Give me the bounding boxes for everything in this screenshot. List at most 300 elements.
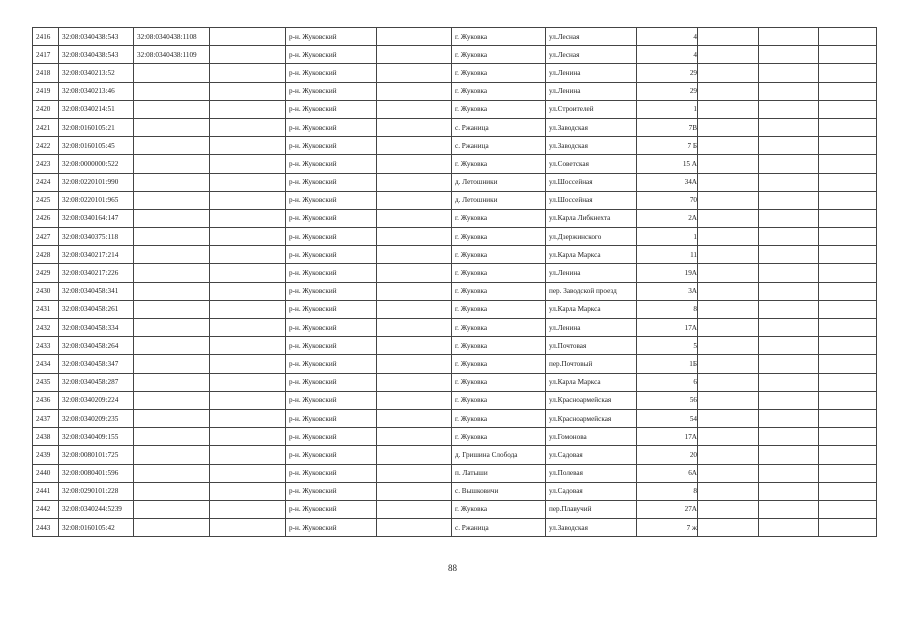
empty-cell bbox=[698, 264, 759, 282]
district-cell: р-н. Жуковский bbox=[286, 228, 377, 246]
street-cell: ул.Карла Маркса bbox=[546, 300, 637, 318]
empty-cell bbox=[759, 373, 819, 391]
settlement-cell: д. Гришина Слобода bbox=[452, 446, 546, 464]
street-cell: пер.Почтовый bbox=[546, 355, 637, 373]
empty-cell bbox=[819, 519, 877, 537]
district-cell: р-н. Жуковский bbox=[286, 246, 377, 264]
district-cell: р-н. Жуковский bbox=[286, 337, 377, 355]
cadastral-number-cell: 32:08:0340213:46 bbox=[59, 82, 134, 100]
empty-cell bbox=[759, 446, 819, 464]
empty-cell bbox=[377, 446, 452, 464]
district-cell: р-н. Жуковский bbox=[286, 464, 377, 482]
row-number-cell: 2436 bbox=[33, 391, 59, 409]
empty-cell bbox=[377, 519, 452, 537]
cadastral-number-cell: 32:08:0340209:235 bbox=[59, 409, 134, 427]
cadastral-number-secondary-cell bbox=[134, 100, 210, 118]
district-cell: р-н. Жуковский bbox=[286, 46, 377, 64]
registry-rows bbox=[33, 28, 877, 537]
settlement-cell: с. Ржаница bbox=[452, 519, 546, 537]
table-row bbox=[33, 46, 877, 64]
settlement-cell: г. Жуковка bbox=[452, 428, 546, 446]
district-cell: р-н. Жуковский bbox=[286, 173, 377, 191]
empty-cell bbox=[698, 82, 759, 100]
empty-cell bbox=[377, 264, 452, 282]
row-number-cell: 2428 bbox=[33, 246, 59, 264]
house-number-cell: 3А bbox=[637, 282, 698, 300]
empty-cell bbox=[210, 191, 286, 209]
cadastral-number-cell: 32:08:0340438:543 bbox=[59, 46, 134, 64]
street-cell: ул.Карла Либкнехта bbox=[546, 209, 637, 227]
house-number-cell: 20 bbox=[637, 446, 698, 464]
table-row bbox=[33, 519, 877, 537]
settlement-cell: г. Жуковка bbox=[452, 155, 546, 173]
settlement-cell: г. Жуковка bbox=[452, 28, 546, 46]
empty-cell bbox=[377, 155, 452, 173]
house-number-cell: 1 bbox=[637, 100, 698, 118]
cadastral-number-cell: 32:08:0340458:347 bbox=[59, 355, 134, 373]
empty-cell bbox=[698, 282, 759, 300]
cadastral-number-secondary-cell: 32:08:0340438:1108 bbox=[134, 28, 210, 46]
empty-cell bbox=[210, 446, 286, 464]
empty-cell bbox=[377, 173, 452, 191]
table-row bbox=[33, 282, 877, 300]
cadastral-number-secondary-cell bbox=[134, 264, 210, 282]
empty-cell bbox=[210, 137, 286, 155]
cadastral-number-cell: 32:08:0340214:51 bbox=[59, 100, 134, 118]
row-number-cell: 2435 bbox=[33, 373, 59, 391]
settlement-cell: д. Летошники bbox=[452, 191, 546, 209]
district-cell: р-н. Жуковский bbox=[286, 118, 377, 136]
empty-cell bbox=[377, 391, 452, 409]
table-row bbox=[33, 228, 877, 246]
empty-cell bbox=[210, 100, 286, 118]
street-cell: ул.Ленина bbox=[546, 82, 637, 100]
district-cell: р-н. Жуковский bbox=[286, 28, 377, 46]
cadastral-number-secondary-cell bbox=[134, 446, 210, 464]
empty-cell bbox=[759, 191, 819, 209]
empty-cell bbox=[819, 300, 877, 318]
empty-cell bbox=[819, 264, 877, 282]
house-number-cell: 1Б bbox=[637, 355, 698, 373]
empty-cell bbox=[377, 282, 452, 300]
cadastral-number-cell: 32:08:0290101:228 bbox=[59, 482, 134, 500]
row-number-cell: 2433 bbox=[33, 337, 59, 355]
empty-cell bbox=[698, 155, 759, 173]
table-row bbox=[33, 373, 877, 391]
street-cell: ул.Строителей bbox=[546, 100, 637, 118]
street-cell: пер.Плавучий bbox=[546, 500, 637, 518]
empty-cell bbox=[759, 82, 819, 100]
settlement-cell: г. Жуковка bbox=[452, 209, 546, 227]
row-number-cell: 2430 bbox=[33, 282, 59, 300]
cadastral-number-secondary-cell bbox=[134, 64, 210, 82]
empty-cell bbox=[210, 155, 286, 173]
empty-cell bbox=[210, 246, 286, 264]
empty-cell bbox=[210, 264, 286, 282]
empty-cell bbox=[210, 409, 286, 427]
empty-cell bbox=[698, 355, 759, 373]
row-number-cell: 2418 bbox=[33, 64, 59, 82]
empty-cell bbox=[698, 137, 759, 155]
settlement-cell: г. Жуковка bbox=[452, 391, 546, 409]
settlement-cell: с. Вышковичи bbox=[452, 482, 546, 500]
empty-cell bbox=[377, 209, 452, 227]
empty-cell bbox=[210, 28, 286, 46]
cadastral-number-secondary-cell bbox=[134, 464, 210, 482]
table-row bbox=[33, 82, 877, 100]
empty-cell bbox=[210, 46, 286, 64]
empty-cell bbox=[819, 155, 877, 173]
empty-cell bbox=[698, 428, 759, 446]
table-row bbox=[33, 118, 877, 136]
page-number: 88 bbox=[448, 563, 457, 573]
empty-cell bbox=[210, 118, 286, 136]
district-cell: р-н. Жуковский bbox=[286, 300, 377, 318]
empty-cell bbox=[759, 100, 819, 118]
empty-cell bbox=[819, 100, 877, 118]
street-cell: ул.Заводская bbox=[546, 118, 637, 136]
street-cell: ул.Полевая bbox=[546, 464, 637, 482]
cadastral-number-secondary-cell bbox=[134, 118, 210, 136]
house-number-cell: 8 bbox=[637, 482, 698, 500]
empty-cell bbox=[759, 137, 819, 155]
empty-cell bbox=[819, 500, 877, 518]
row-number-cell: 2426 bbox=[33, 209, 59, 227]
house-number-cell: 6 bbox=[637, 373, 698, 391]
cadastral-number-cell: 32:08:0340458:341 bbox=[59, 282, 134, 300]
table-row bbox=[33, 264, 877, 282]
street-cell: ул.Почтовая bbox=[546, 337, 637, 355]
empty-cell bbox=[759, 409, 819, 427]
row-number-cell: 2425 bbox=[33, 191, 59, 209]
row-number-cell: 2431 bbox=[33, 300, 59, 318]
cadastral-number-secondary-cell bbox=[134, 373, 210, 391]
empty-cell bbox=[377, 64, 452, 82]
settlement-cell: с. Ржаница bbox=[452, 137, 546, 155]
settlement-cell: г. Жуковка bbox=[452, 46, 546, 64]
row-number-cell: 2442 bbox=[33, 500, 59, 518]
empty-cell bbox=[210, 519, 286, 537]
empty-cell bbox=[210, 355, 286, 373]
cadastral-number-secondary-cell: 32:08:0340438:1109 bbox=[134, 46, 210, 64]
empty-cell bbox=[377, 373, 452, 391]
house-number-cell: 4 bbox=[637, 46, 698, 64]
table-row bbox=[33, 28, 877, 46]
empty-cell bbox=[210, 482, 286, 500]
empty-cell bbox=[698, 500, 759, 518]
table-row bbox=[33, 355, 877, 373]
empty-cell bbox=[819, 82, 877, 100]
table-row bbox=[33, 409, 877, 427]
table-row bbox=[33, 482, 877, 500]
empty-cell bbox=[698, 64, 759, 82]
empty-cell bbox=[698, 409, 759, 427]
street-cell: пер. Заводской проезд bbox=[546, 282, 637, 300]
empty-cell bbox=[819, 118, 877, 136]
empty-cell bbox=[759, 482, 819, 500]
settlement-cell: г. Жуковка bbox=[452, 64, 546, 82]
registry-table bbox=[32, 27, 877, 537]
settlement-cell: г. Жуковка bbox=[452, 355, 546, 373]
district-cell: р-н. Жуковский bbox=[286, 64, 377, 82]
registry-sheet bbox=[32, 27, 877, 537]
district-cell: р-н. Жуковский bbox=[286, 373, 377, 391]
row-number-cell: 2422 bbox=[33, 137, 59, 155]
empty-cell bbox=[210, 282, 286, 300]
empty-cell bbox=[377, 300, 452, 318]
street-cell: ул.Лесная bbox=[546, 46, 637, 64]
cadastral-number-cell: 32:08:0160105:42 bbox=[59, 519, 134, 537]
empty-cell bbox=[759, 519, 819, 537]
table-row bbox=[33, 446, 877, 464]
empty-cell bbox=[759, 155, 819, 173]
table-row bbox=[33, 500, 877, 518]
cadastral-number-secondary-cell bbox=[134, 319, 210, 337]
table-row bbox=[33, 300, 877, 318]
house-number-cell: 5 bbox=[637, 337, 698, 355]
cadastral-number-secondary-cell bbox=[134, 519, 210, 537]
street-cell: ул.Дзержинского bbox=[546, 228, 637, 246]
table-row bbox=[33, 428, 877, 446]
empty-cell bbox=[819, 246, 877, 264]
cadastral-number-secondary-cell bbox=[134, 391, 210, 409]
settlement-cell: г. Жуковка bbox=[452, 337, 546, 355]
empty-cell bbox=[759, 319, 819, 337]
empty-cell bbox=[819, 482, 877, 500]
row-number-cell: 2417 bbox=[33, 46, 59, 64]
empty-cell bbox=[819, 46, 877, 64]
cadastral-number-secondary-cell bbox=[134, 428, 210, 446]
cadastral-number-cell: 32:08:0340213:52 bbox=[59, 64, 134, 82]
empty-cell bbox=[759, 355, 819, 373]
settlement-cell: г. Жуковка bbox=[452, 300, 546, 318]
empty-cell bbox=[698, 191, 759, 209]
row-number-cell: 2441 bbox=[33, 482, 59, 500]
district-cell: р-н. Жуковский bbox=[286, 391, 377, 409]
street-cell: ул.Ленина bbox=[546, 319, 637, 337]
empty-cell bbox=[759, 264, 819, 282]
table-row bbox=[33, 209, 877, 227]
cadastral-number-secondary-cell bbox=[134, 282, 210, 300]
empty-cell bbox=[698, 46, 759, 64]
street-cell: ул.Карла Маркса bbox=[546, 246, 637, 264]
district-cell: р-н. Жуковский bbox=[286, 519, 377, 537]
table-row bbox=[33, 319, 877, 337]
empty-cell bbox=[759, 28, 819, 46]
cadastral-number-secondary-cell bbox=[134, 191, 210, 209]
cadastral-number-cell: 32:08:0340217:214 bbox=[59, 246, 134, 264]
settlement-cell: г. Жуковка bbox=[452, 319, 546, 337]
cadastral-number-cell: 32:08:0160105:21 bbox=[59, 118, 134, 136]
district-cell: р-н. Жуковский bbox=[286, 428, 377, 446]
district-cell: р-н. Жуковский bbox=[286, 82, 377, 100]
empty-cell bbox=[698, 391, 759, 409]
cadastral-number-cell: 32:08:0340375:118 bbox=[59, 228, 134, 246]
empty-cell bbox=[210, 373, 286, 391]
house-number-cell: 54 bbox=[637, 409, 698, 427]
house-number-cell: 29 bbox=[637, 82, 698, 100]
empty-cell bbox=[698, 464, 759, 482]
house-number-cell: 19А bbox=[637, 264, 698, 282]
empty-cell bbox=[377, 191, 452, 209]
empty-cell bbox=[698, 482, 759, 500]
row-number-cell: 2429 bbox=[33, 264, 59, 282]
cadastral-number-cell: 32:08:0340409:155 bbox=[59, 428, 134, 446]
settlement-cell: п. Латыши bbox=[452, 464, 546, 482]
empty-cell bbox=[210, 82, 286, 100]
district-cell: р-н. Жуковский bbox=[286, 282, 377, 300]
house-number-cell: 34А bbox=[637, 173, 698, 191]
street-cell: ул.Садовая bbox=[546, 482, 637, 500]
district-cell: р-н. Жуковский bbox=[286, 409, 377, 427]
empty-cell bbox=[377, 100, 452, 118]
empty-cell bbox=[819, 209, 877, 227]
house-number-cell: 15 А bbox=[637, 155, 698, 173]
district-cell: р-н. Жуковский bbox=[286, 191, 377, 209]
house-number-cell: 29 bbox=[637, 64, 698, 82]
empty-cell bbox=[819, 28, 877, 46]
empty-cell bbox=[819, 64, 877, 82]
empty-cell bbox=[377, 500, 452, 518]
empty-cell bbox=[698, 519, 759, 537]
house-number-cell: 6А bbox=[637, 464, 698, 482]
street-cell: ул.Шоссейная bbox=[546, 191, 637, 209]
empty-cell bbox=[210, 64, 286, 82]
empty-cell bbox=[759, 428, 819, 446]
empty-cell bbox=[377, 355, 452, 373]
cadastral-number-secondary-cell bbox=[134, 337, 210, 355]
empty-cell bbox=[819, 391, 877, 409]
settlement-cell: д. Летошники bbox=[452, 173, 546, 191]
table-row bbox=[33, 173, 877, 191]
empty-cell bbox=[377, 319, 452, 337]
house-number-cell: 2А bbox=[637, 209, 698, 227]
row-number-cell: 2420 bbox=[33, 100, 59, 118]
empty-cell bbox=[819, 409, 877, 427]
settlement-cell: г. Жуковка bbox=[452, 409, 546, 427]
empty-cell bbox=[759, 391, 819, 409]
empty-cell bbox=[759, 118, 819, 136]
empty-cell bbox=[819, 337, 877, 355]
empty-cell bbox=[759, 64, 819, 82]
cadastral-number-cell: 32:08:0000000:522 bbox=[59, 155, 134, 173]
row-number-cell: 2437 bbox=[33, 409, 59, 427]
cadastral-number-secondary-cell bbox=[134, 155, 210, 173]
empty-cell bbox=[377, 409, 452, 427]
empty-cell bbox=[377, 482, 452, 500]
street-cell: ул.Карла Маркса bbox=[546, 373, 637, 391]
house-number-cell: 8 bbox=[637, 300, 698, 318]
house-number-cell: 56 bbox=[637, 391, 698, 409]
empty-cell bbox=[698, 118, 759, 136]
empty-cell bbox=[819, 137, 877, 155]
cadastral-number-cell: 32:08:0340244:5239 bbox=[59, 500, 134, 518]
row-number-cell: 2443 bbox=[33, 519, 59, 537]
cadastral-number-secondary-cell bbox=[134, 500, 210, 518]
empty-cell bbox=[819, 228, 877, 246]
empty-cell bbox=[819, 464, 877, 482]
empty-cell bbox=[819, 428, 877, 446]
row-number-cell: 2438 bbox=[33, 428, 59, 446]
empty-cell bbox=[759, 209, 819, 227]
house-number-cell: 7 Б bbox=[637, 137, 698, 155]
empty-cell bbox=[698, 209, 759, 227]
cadastral-number-cell: 32:08:0340458:334 bbox=[59, 319, 134, 337]
table-row bbox=[33, 191, 877, 209]
district-cell: р-н. Жуковский bbox=[286, 137, 377, 155]
cadastral-number-secondary-cell bbox=[134, 173, 210, 191]
empty-cell bbox=[759, 228, 819, 246]
table-row bbox=[33, 100, 877, 118]
house-number-cell: 17А bbox=[637, 319, 698, 337]
empty-cell bbox=[759, 173, 819, 191]
empty-cell bbox=[210, 228, 286, 246]
table-row bbox=[33, 464, 877, 482]
cadastral-number-secondary-cell bbox=[134, 482, 210, 500]
table-row bbox=[33, 337, 877, 355]
street-cell: ул.Ленина bbox=[546, 264, 637, 282]
table-row bbox=[33, 391, 877, 409]
empty-cell bbox=[819, 319, 877, 337]
empty-cell bbox=[759, 46, 819, 64]
house-number-cell: 7В bbox=[637, 118, 698, 136]
empty-cell bbox=[759, 464, 819, 482]
empty-cell bbox=[698, 446, 759, 464]
empty-cell bbox=[819, 173, 877, 191]
street-cell: ул.Красноармейская bbox=[546, 409, 637, 427]
row-number-cell: 2434 bbox=[33, 355, 59, 373]
street-cell: ул.Гомонова bbox=[546, 428, 637, 446]
house-number-cell: 11 bbox=[637, 246, 698, 264]
settlement-cell: г. Жуковка bbox=[452, 100, 546, 118]
empty-cell bbox=[377, 464, 452, 482]
empty-cell bbox=[377, 337, 452, 355]
settlement-cell: г. Жуковка bbox=[452, 282, 546, 300]
cadastral-number-secondary-cell bbox=[134, 300, 210, 318]
empty-cell bbox=[759, 282, 819, 300]
district-cell: р-н. Жуковский bbox=[286, 319, 377, 337]
cadastral-number-cell: 32:08:0340217:226 bbox=[59, 264, 134, 282]
empty-cell bbox=[698, 246, 759, 264]
district-cell: р-н. Жуковский bbox=[286, 500, 377, 518]
empty-cell bbox=[819, 446, 877, 464]
settlement-cell: г. Жуковка bbox=[452, 373, 546, 391]
empty-cell bbox=[819, 282, 877, 300]
empty-cell bbox=[819, 355, 877, 373]
settlement-cell: г. Жуковка bbox=[452, 500, 546, 518]
empty-cell bbox=[759, 337, 819, 355]
district-cell: р-н. Жуковский bbox=[286, 100, 377, 118]
empty-cell bbox=[210, 209, 286, 227]
table-row bbox=[33, 137, 877, 155]
street-cell: ул.Лесная bbox=[546, 28, 637, 46]
row-number-cell: 2432 bbox=[33, 319, 59, 337]
house-number-cell: 4 bbox=[637, 28, 698, 46]
empty-cell bbox=[698, 100, 759, 118]
empty-cell bbox=[377, 82, 452, 100]
house-number-cell: 70 bbox=[637, 191, 698, 209]
street-cell: ул.Советская bbox=[546, 155, 637, 173]
empty-cell bbox=[210, 464, 286, 482]
empty-cell bbox=[698, 173, 759, 191]
cadastral-number-cell: 32:08:0080101:725 bbox=[59, 446, 134, 464]
empty-cell bbox=[210, 428, 286, 446]
row-number-cell: 2424 bbox=[33, 173, 59, 191]
row-number-cell: 2427 bbox=[33, 228, 59, 246]
cadastral-number-secondary-cell bbox=[134, 409, 210, 427]
empty-cell bbox=[819, 373, 877, 391]
empty-cell bbox=[698, 28, 759, 46]
